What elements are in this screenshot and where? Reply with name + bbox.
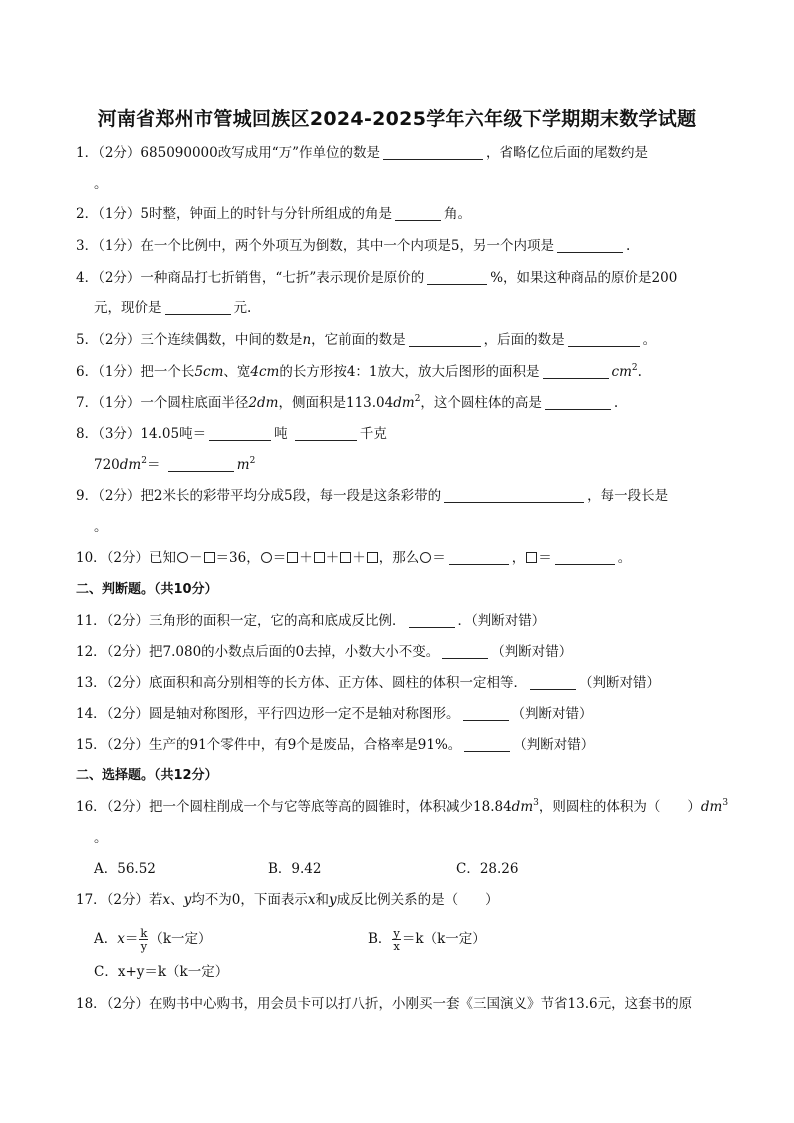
q2-text-2: 角。 [444,206,472,222]
q6-length: 5cm [194,364,224,380]
question-12 [76,642,734,662]
fraction-numerator: k [140,926,148,940]
square-symbol [314,552,325,563]
question-7 [76,393,734,413]
q6-width: 4cm [250,364,280,380]
q5-text-2: ，它前面的数是 [311,332,406,348]
q7-blank[interactable] [545,394,611,410]
fraction-denominator: y [140,939,148,953]
q10-blank-2[interactable] [555,549,615,565]
q7-text-2: ，侧面积是113.04 [278,395,394,411]
square-symbol [340,552,351,563]
question-17 [76,890,734,910]
q3-blank[interactable] [557,237,623,253]
q17-option-b-eq: ＝k [401,931,424,947]
q15-text-2: （判断对错） [513,737,595,753]
q12-blank[interactable] [442,643,488,659]
q7-unit-exp: 2 [414,394,421,404]
question-1 [76,143,734,163]
q8-text-4: 720 [94,457,120,473]
q11-text-2: ．（判断对错） [457,613,546,629]
q6-text-4: . [637,364,642,380]
q4-text-2: %，如果这种商品的原价是200 [490,270,678,286]
question-4-cont [94,298,734,318]
q17-var-y-2: y [329,892,337,908]
q8-unit-2-exp: 2 [249,456,256,466]
q6-text-3: 的长方形按4：1放大，放大后图形的面积是 [279,364,540,380]
q9-text-2: ，每一段长是 [587,488,669,504]
q10-text-5: ＋ [299,550,313,566]
q8-unit-1: dm [119,457,142,473]
q17-option-a-label: A． [94,931,118,947]
q11-blank[interactable] [409,612,455,628]
q10-text-12: 。 [617,550,632,566]
q5-var-n: n [302,332,312,348]
q10-text: 10．（2分）已知 [76,550,177,566]
question-17-option-c-row [94,962,734,982]
q8-blank-2[interactable] [295,425,357,441]
q2-text: 2．（1分）5时整，钟面上的时针与分针所组成的角是 [76,206,393,222]
question-18 [76,994,734,1014]
question-2 [76,204,734,224]
q3-text: 3．（1分）在一个比例中，两个外项互为倒数，其中一个内项是5，另一个内项是 [76,238,555,254]
circle-symbol [261,552,272,563]
q16-option-b[interactable]: B．9.42 [268,861,322,877]
question-10 [76,548,734,568]
question-5 [76,330,734,350]
q13-blank[interactable] [530,674,576,690]
question-9 [76,486,734,506]
square-symbol [287,552,298,563]
q6-unit: cm [611,364,632,380]
q17-sep: 、 [170,892,184,908]
q6-unit-exp: 2 [631,363,638,373]
q17-text-4: 成反比例关系的是（ ） [336,892,499,908]
q10-blank-1[interactable] [449,549,509,565]
question-9-cont [94,517,734,537]
q14-text-2: （判断对错） [511,706,593,722]
square-symbol [367,552,378,563]
q5-blank-1[interactable] [409,331,481,347]
q10-text-8: ，那么 [378,550,420,566]
q10-text-10: ， [511,550,526,566]
q16-text: 16．（2分）把一个圆柱削成一个与它等底等高的圆锥时，体积减少18.84 [76,799,512,815]
fraction-numerator: y [393,926,400,940]
q8-blank-3[interactable] [168,456,234,472]
q8-text-5: ＝ [146,457,161,473]
q17-option-b-label: B． [368,931,392,947]
question-17-options [94,924,734,953]
q1-text-2: ，省略亿位后面的尾数约是 [486,145,649,161]
q5-text-4: 。 [642,332,657,348]
question-13 [76,673,734,693]
q16-option-a[interactable]: A．56.52 [94,861,156,877]
q4-blank-1[interactable] [427,269,487,285]
q16-unit: dm [511,799,534,815]
question-15 [76,735,734,755]
q7-radius: 2dm [248,395,279,411]
q13-text-2: （判断对错） [579,675,661,691]
q17-text-3: 和 [315,892,330,908]
q17-option-b-note: （k一定） [423,931,486,947]
q9-blank-1[interactable] [444,487,584,503]
q9-text-3: 。 [94,519,108,535]
q16-option-c[interactable]: C．28.26 [456,861,519,877]
q17-option-a-lhs: x [117,931,125,947]
fraction [139,927,148,952]
q3-text-2: . [626,238,631,254]
circle-symbol [177,552,188,563]
question-16 [76,797,734,817]
q4-blank-2[interactable] [165,299,231,315]
q10-text-9: ＝ [432,550,446,566]
q1-text-3: 。 [94,176,108,192]
question-8-cont [94,455,734,475]
q10-text-4: ＝ [272,550,287,566]
q8-unit-1-exp: 2 [141,456,147,466]
q17-option-c[interactable]: C．x+y＝k（k一定） [94,964,229,980]
q1-text: 1．（2分）685090000改写成用“万”作单位的数是 [76,145,381,161]
q12-text: 12．（2分）把7.080的小数点后面的0去掉，小数大小不变。 [76,644,440,660]
q7-text-3: ，这个圆柱体的高是 [420,395,542,411]
q11-text: 11．（2分）三角形的面积一定，它的高和底成反比例． [76,613,406,629]
q16-unit-2-exp: 3 [722,798,729,808]
q5-text: 5．（2分）三个连续偶数，中间的数是 [76,332,303,348]
question-3 [76,236,734,256]
q14-text: 14．（2分）圆是轴对称图形，平行四边形一定不是轴对称图形。 [76,706,460,722]
q15-blank[interactable] [464,736,510,752]
q10-text-7: ＋ [352,550,366,566]
q8-blank-1[interactable] [209,425,271,441]
q17-option-a-eq: ＝ [124,931,139,947]
q8-text-3: 千克 [359,426,387,442]
q17-text: 17．（2分）若 [76,892,163,908]
q5-text-3: ，后面的数是 [483,332,565,348]
q16-unit-2: dm [700,799,723,815]
q16-text-3: 。 [94,830,108,846]
q7-unit: dm [393,395,415,411]
q10-text-3: ＝36， [215,550,260,566]
q8-text: 8．（3分）14.05吨＝ [76,426,207,442]
q16-unit-exp: 3 [533,798,539,808]
q4-text-4: 元. [233,300,252,316]
q6-text-2: 、宽 [223,364,251,380]
q8-unit-2: m [236,457,250,473]
question-4 [76,268,734,288]
q14-blank[interactable] [463,705,509,721]
section-heading-judge: 二、判断题。（共10分） [76,582,218,597]
square-symbol [204,552,215,563]
q6-blank[interactable] [543,363,609,379]
question-14 [76,704,734,724]
q10-text-6: ＋ [325,550,340,566]
q9-text: 9．（2分）把2米长的彩带平均分成5段，每一段是这条彩带的 [76,488,442,504]
question-11 [76,611,734,631]
q1-blank-1[interactable] [383,144,483,160]
fraction [392,927,401,952]
q4-text: 4．（2分）一种商品打七折销售，“七折”表示现价是原价的 [76,270,425,286]
q17-var-y: y [183,892,192,908]
question-6 [76,362,734,382]
q17-var-x: x [162,892,171,908]
q8-text-2: 吨 [274,426,288,442]
circle-symbol [420,552,431,563]
question-8 [76,424,734,444]
q15-text: 15．（2分）生产的91个零件中，有9个是废品，合格率是91%。 [76,737,462,753]
q17-option-a[interactable] [94,927,212,952]
q16-text-2: ，则圆柱的体积为（ ） [538,799,701,815]
section-heading-choice: 二、选择题。（共12分） [76,768,218,783]
q10-text-2: － [189,550,203,566]
q13-text: 13．（2分）底面积和高分别相等的长方体、正方体、圆柱的体积一定相等． [76,675,528,691]
q10-text-11: ＝ [538,550,552,566]
q6-text: 6．（1分）把一个长 [76,364,195,380]
q18-text: 18．（2分）在购书中心购书，用会员卡可以打八折，小刚买一套《三国演义》节省13.6元，这套书的原 [76,996,693,1012]
question-1-cont [94,174,734,194]
page-title: 河南省郑州市管城回族区2024-2025学年六年级下学期期末数学试题 [97,108,697,130]
q17-option-a-note: （k一定） [149,931,212,947]
question-16-cont [94,828,734,848]
q12-text-2: （判断对错） [491,644,573,660]
q7-text-4: . [613,395,619,411]
q17-text-2: 均不为0，下面表示 [191,892,308,908]
q2-blank[interactable] [395,205,441,221]
square-symbol [526,552,537,563]
q17-option-b[interactable] [368,927,486,952]
q5-blank-2[interactable] [568,331,640,347]
fraction-denominator: x [393,939,400,953]
q7-text: 7．（1分）一个圆柱底面半径 [76,395,249,411]
q17-var-x-2: x [307,892,316,908]
q4-text-3: 元，现价是 [94,300,162,316]
